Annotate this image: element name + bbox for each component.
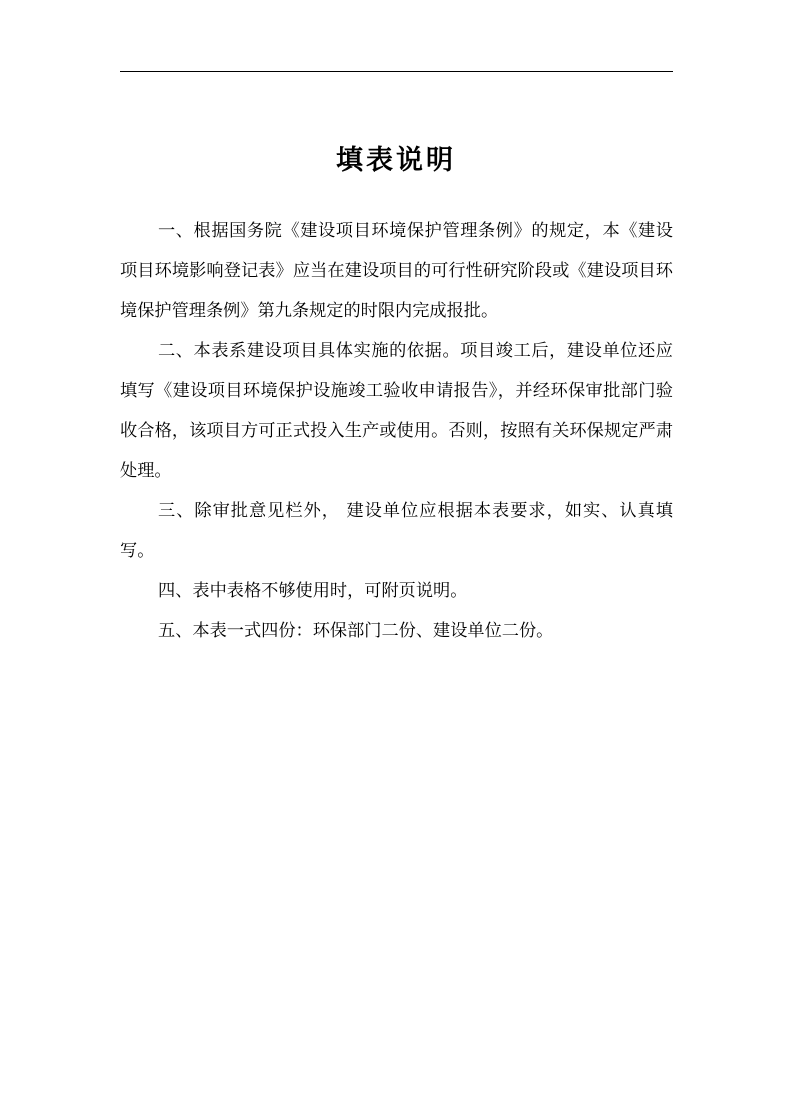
instruction-paragraph-3: 三、除审批意见栏外， 建设单位应根据本表要求，如实、认真填写。 [120, 501, 673, 561]
page-title: 填表说明 [336, 145, 456, 176]
instruction-paragraph-5: 五、本表一式四份：环保部门二份、建设单位二份。 [158, 621, 554, 641]
header-rule [120, 71, 673, 72]
instruction-paragraph-2: 二、本表系建设项目具体实施的依据。项目竣工后，建设单位还应填写《建设项目环境保护设施竣工验收申请报告》，并经环保审批部门验收合格，该项目方可正式投入生产或使用。否则，按照有关环保规定严肃处理。 [120, 341, 673, 481]
instruction-paragraph-1: 一、根据国务院《建设项目环境保护管理条例》的规定，本《建设项目环境影响登记表》应当在建设项目的可行性研究阶段或《建设项目环境保护管理条例》第九条规定的时限内完成报批。 [120, 221, 673, 321]
instruction-paragraph-4: 四、表中表格不够使用时，可附页说明。 [158, 581, 468, 601]
instructions-body [120, 211, 673, 651]
